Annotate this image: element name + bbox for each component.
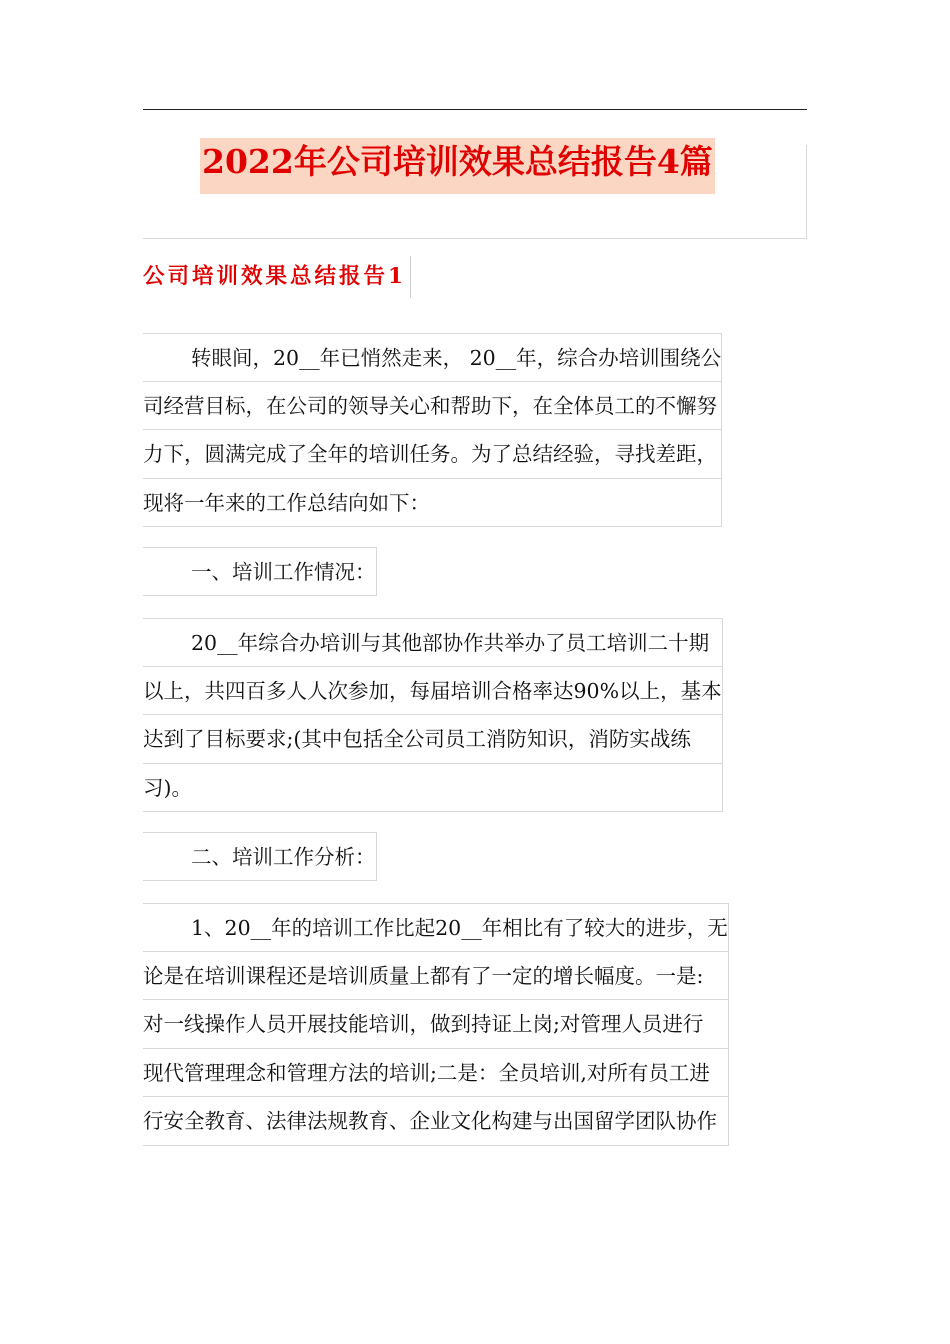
subheading-training-analysis bbox=[143, 832, 377, 881]
paragraph-line: 1、20__年的培训工作比起20__年相比有了较大的进步，无 bbox=[143, 903, 729, 952]
paragraph-line: 达到了目标要求;(其中包括全公司员工消防知识，消防实战练 bbox=[143, 715, 723, 764]
paragraph-line: 司经营目标，在公司的领导关心和帮助下，在全体员工的不懈努 bbox=[143, 382, 722, 431]
subheading-training-status bbox=[143, 547, 377, 596]
paragraph-line: 力下，圆满完成了全年的培训任务。为了总结经验，寻找差距， bbox=[143, 430, 722, 479]
paragraph-line: 行安全教育、法律法规教育、企业文化构建与出国留学团队协作 bbox=[143, 1097, 729, 1146]
paragraph-line: 以上，共四百多人人次参加，每届培训合格率达90%以上，基本 bbox=[143, 667, 723, 716]
paragraph-line: 20__年综合办培训与其他部协作共举办了员工培训二十期 bbox=[143, 618, 723, 667]
subheading-line: 一、培训工作情况： bbox=[143, 547, 377, 596]
paragraph-line: 论是在培训课程还是培训质量上都有了一定的增长幅度。一是: bbox=[143, 952, 729, 1001]
paragraph-line: 转眼间，20__年已悄然走来， 20__年，综合办培训围绕公 bbox=[143, 333, 722, 382]
paragraph-line: 现代管理理念和管理方法的培训;二是：全员培训,对所有员工进 bbox=[143, 1049, 729, 1098]
header-rule bbox=[143, 109, 807, 110]
subheading-line: 二、培训工作分析： bbox=[143, 832, 377, 881]
paragraph-line: 对一线操作人员开展技能培训，做到持证上岗;对管理人员进行 bbox=[143, 1000, 729, 1049]
paragraph-intro bbox=[143, 333, 722, 527]
paragraph-training-analysis bbox=[143, 903, 729, 1146]
document-title: 2022年公司培训效果总结报告4篇 bbox=[200, 138, 715, 194]
section-heading: 公司培训效果总结报告1 bbox=[143, 256, 411, 298]
paragraph-line: 习)。 bbox=[143, 764, 723, 813]
paragraph-line: 现将一年来的工作总结向如下： bbox=[143, 479, 722, 528]
paragraph-training-status bbox=[143, 618, 723, 812]
